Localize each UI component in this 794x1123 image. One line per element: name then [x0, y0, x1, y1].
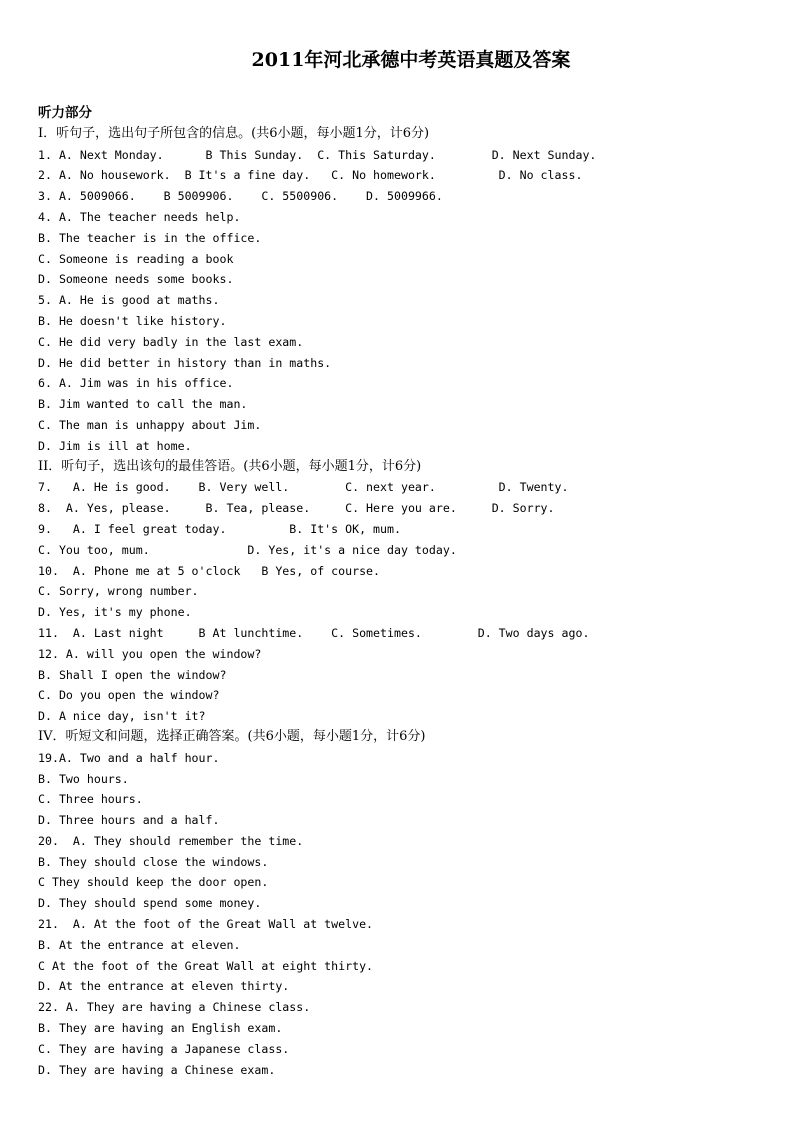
text-line: 5. A. He is good at maths.: [38, 293, 220, 308]
text-line: C. He did very badly in the last exam.: [38, 334, 304, 349]
text-line: C They should keep the door open.: [38, 875, 269, 890]
text-line: D. He did better in history than in maths.: [38, 355, 332, 370]
text-line: D. Three hours and a half.: [38, 813, 220, 828]
text-line: B. At the entrance at eleven.: [38, 937, 241, 952]
text-line: C. Do you open the window?: [38, 688, 220, 703]
text-line: C. The man is unhappy about Jim.: [38, 417, 262, 432]
text-line: 4. A. The teacher needs help.: [38, 209, 241, 224]
document-body: [38, 124, 754, 1081]
text-line: 6. A. Jim was in his office.: [38, 376, 234, 391]
text-line: 11. A. Last night B At lunchtime. C. Sometimes. D. Two days ago.: [38, 625, 590, 640]
text-line: D. They should spend some money.: [38, 896, 262, 911]
text-line: C. You too, mum. D. Yes, it's a nice day today.: [38, 542, 457, 557]
section-heading: I．听句子，选出句子所包含的信息。(共6小题，每小题1分，计6分): [38, 125, 430, 141]
text-line: D. Jim is ill at home.: [38, 438, 192, 453]
text-line: B. Jim wanted to call the man.: [38, 397, 248, 412]
page-title: 2011年河北承德中考英语真题及答案: [251, 49, 571, 71]
section-heading: IV．听短文和问题，选择正确答案。(共6小题，每小题1分，计6分): [38, 728, 426, 744]
text-line: D. Someone needs some books.: [38, 272, 234, 287]
text-line: C. Someone is reading a book: [38, 251, 234, 266]
section-heading: II．听句子，选出该句的最佳答语。(共6小题，每小题1分，计6分): [38, 458, 422, 474]
text-line: 3. A. 5009066. B 5009906. C. 5500906. D. 5009966.: [38, 189, 443, 204]
text-line: 12. A. will you open the window?: [38, 646, 262, 661]
text-line: B. Shall I open the window?: [38, 667, 227, 682]
text-line: 10. A. Phone me at 5 o'clock B Yes, of course.: [38, 563, 381, 578]
text-line: 7. A. He is good. B. Very well. C. next year. D. Twenty.: [38, 480, 569, 495]
text-line: 21. A. At the foot of the Great Wall at twelve.: [38, 917, 374, 932]
text-line: B. Two hours.: [38, 771, 129, 786]
text-line: 9. A. I feel great today. B. It's OK, mum.: [38, 521, 401, 536]
text-line: 19.A. Two and a half hour.: [38, 750, 220, 765]
text-line: B. The teacher is in the office.: [38, 230, 262, 245]
text-line: 2. A. No housework. B It's a fine day. C. No homework. D. No class.: [38, 168, 583, 183]
text-line: C. They are having a Japanese class.: [38, 1041, 290, 1056]
text-line: B. They should close the windows.: [38, 854, 269, 869]
text-line: 8. A. Yes, please. B. Tea, please. C. Here you are. D. Sorry.: [38, 501, 555, 516]
text-line: B. He doesn't like history.: [38, 313, 227, 328]
text-line: C. Three hours.: [38, 792, 143, 807]
text-line: B. They are having an English exam.: [38, 1021, 283, 1036]
text-line: 1. A. Next Monday. B This Sunday. C. This Saturday. D. Next Sunday.: [38, 147, 597, 162]
text-line: 20. A. They should remember the time.: [38, 833, 304, 848]
text-line: C At the foot of the Great Wall at eight thirty.: [38, 958, 374, 973]
text-line: D. They are having a Chinese exam.: [38, 1062, 276, 1077]
text-line: D. At the entrance at eleven thirty.: [38, 979, 290, 994]
text-line: C. Sorry, wrong number.: [38, 584, 199, 599]
text-line: D. A nice day, isn't it?: [38, 709, 206, 724]
text-line: D. Yes, it's my phone.: [38, 605, 192, 620]
text-line: 22. A. They are having a Chinese class.: [38, 1000, 311, 1015]
section-label: 听力部分: [38, 105, 92, 121]
